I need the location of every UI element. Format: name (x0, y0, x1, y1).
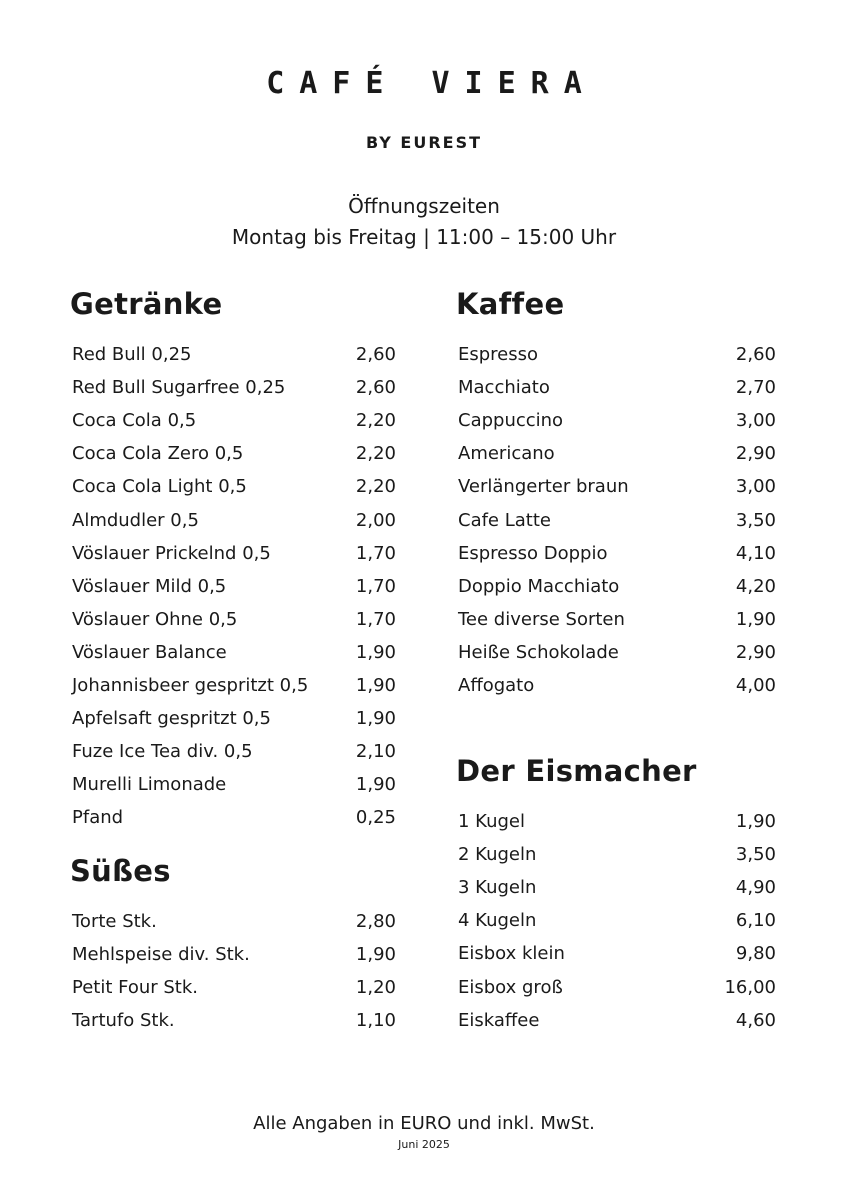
menu-item (456, 503, 776, 536)
cafe-subtitle: BY EUREST (365, 133, 483, 152)
menu-item-price: 2,20 (355, 443, 396, 465)
menu-item-price: 9,80 (735, 943, 776, 965)
menu-item (456, 338, 776, 371)
menu-item-price: 1,70 (355, 542, 396, 564)
menu-list (70, 905, 396, 1037)
menu-item-price: 3,00 (735, 476, 776, 498)
menu-item-name: Vöslauer Prickelnd 0,5 (72, 542, 271, 564)
menu-item-price: 2,00 (355, 509, 396, 531)
menu-item-name: 2 Kugeln (458, 844, 537, 866)
menu-item-price: 3,50 (735, 844, 776, 866)
menu-item-name: Affogato (458, 674, 535, 696)
menu-item-price: 3,00 (735, 410, 776, 432)
menu-item-name: Coca Cola Zero 0,5 (72, 443, 244, 465)
menu-item-name: Vöslauer Mild 0,5 (72, 575, 227, 597)
menu-item (456, 603, 776, 636)
menu-item-price: 1,70 (355, 575, 396, 597)
menu-item-name: Macchiato (458, 377, 550, 399)
menu-item-name: Torte Stk. (72, 911, 157, 933)
menu-item (70, 801, 396, 834)
menu-item (456, 937, 776, 970)
menu-item (456, 805, 776, 838)
menu-item (456, 669, 776, 702)
menu-item-name: Mehlspeise div. Stk. (72, 944, 250, 966)
section-title: Der Eismacher (456, 754, 697, 788)
menu-item-name: Eiskaffee (458, 1009, 540, 1031)
menu-item-name: Murelli Limonade (72, 774, 227, 796)
section-title: Getränke (70, 287, 223, 321)
menu-item (456, 904, 776, 937)
menu-item (70, 371, 396, 404)
menu-item (456, 1004, 776, 1037)
menu-item-name: Coca Cola 0,5 (72, 410, 197, 432)
menu-item (70, 404, 396, 437)
menu-item (70, 669, 396, 702)
menu-item-name: Fuze Ice Tea div. 0,5 (72, 741, 253, 763)
menu-item-name: 1 Kugel (458, 811, 525, 833)
menu-item-price: 1,90 (355, 708, 396, 730)
menu-item-price: 1,90 (355, 674, 396, 696)
menu-item-price: 3,50 (735, 509, 776, 531)
section-getraenke (70, 282, 396, 834)
menu-item-price: 1,90 (355, 944, 396, 966)
section-eismacher (456, 749, 776, 1037)
menu-item (456, 537, 776, 570)
opening-hours-label: Öffnungszeiten (348, 194, 500, 218)
menu-item (456, 871, 776, 904)
menu-item-price: 1,90 (355, 641, 396, 663)
menu-item (70, 570, 396, 603)
section-suesses (70, 849, 396, 1037)
menu-item-price: 1,70 (355, 608, 396, 630)
menu-date: Juni 2025 (398, 1138, 450, 1151)
menu-item-name: Petit Four Stk. (72, 977, 199, 999)
menu-item-price: 2,70 (735, 377, 776, 399)
menu-item-price: 1,90 (735, 811, 776, 833)
menu-item (456, 470, 776, 503)
menu-item-price: 4,00 (735, 674, 776, 696)
menu-item (456, 636, 776, 669)
menu-item-price: 1,10 (355, 1010, 396, 1032)
menu-item (70, 938, 396, 971)
menu-item-name: Doppio Macchiato (458, 575, 620, 597)
menu-item-name: Cafe Latte (458, 509, 551, 531)
menu-item-name: Verlängerter braun (458, 476, 629, 498)
menu-item-name: Vöslauer Ohne 0,5 (72, 608, 238, 630)
menu-item-name: Red Bull 0,25 (72, 344, 192, 366)
menu-item (70, 437, 396, 470)
menu-item (70, 537, 396, 570)
menu-item-name: Coca Cola Light 0,5 (72, 476, 247, 498)
menu-item-price: 4,90 (735, 877, 776, 899)
menu-item-price: 4,20 (735, 575, 776, 597)
menu-item-name: Johannisbeer gespritzt 0,5 (72, 674, 309, 696)
menu-item-name: Espresso (458, 344, 539, 366)
menu-item-price: 1,90 (355, 774, 396, 796)
menu-item-name: Tee diverse Sorten (458, 608, 625, 630)
menu-item-name: Eisbox klein (458, 943, 565, 965)
menu-item-price: 2,60 (355, 377, 396, 399)
menu-item (70, 470, 396, 503)
menu-item (456, 838, 776, 871)
menu-item-name: Almdudler 0,5 (72, 509, 199, 531)
menu-item-price: 4,60 (735, 1009, 776, 1031)
menu-item (70, 1004, 396, 1037)
menu-item-name: 3 Kugeln (458, 877, 537, 899)
menu-item-price: 2,10 (355, 741, 396, 763)
menu-item-name: Cappuccino (458, 410, 564, 432)
menu-item-price: 2,60 (355, 344, 396, 366)
menu-item-name: 4 Kugeln (458, 910, 537, 932)
price-note: Alle Angaben in EURO und inkl. MwSt. (253, 1113, 595, 1134)
section-title: Süßes (70, 854, 171, 888)
menu-item-name: Eisbox groß (458, 976, 563, 998)
menu-item-name: Pfand (72, 807, 124, 829)
menu-item-name: Heiße Schokolade (458, 641, 619, 663)
menu-item-name: Espresso Doppio (458, 542, 608, 564)
menu-item-price: 2,90 (735, 443, 776, 465)
menu-item (456, 404, 776, 437)
menu-item (456, 970, 776, 1003)
section-title: Kaffee (456, 287, 565, 321)
menu-list (456, 805, 776, 1037)
menu-item-price: 2,60 (735, 344, 776, 366)
menu-item (70, 735, 396, 768)
menu-item (70, 636, 396, 669)
menu-item (70, 702, 396, 735)
menu-list (456, 338, 776, 702)
menu-item-name: Tartufo Stk. (72, 1010, 175, 1032)
menu-item-price: 16,00 (724, 976, 776, 998)
menu-item-name: Americano (458, 443, 555, 465)
menu-item (456, 437, 776, 470)
menu-item-name: Red Bull Sugarfree 0,25 (72, 377, 286, 399)
menu-item-price: 1,20 (355, 977, 396, 999)
menu-item-price: 2,20 (355, 410, 396, 432)
cafe-title: CAFÉ VIERA (266, 66, 597, 101)
menu-item-price: 2,20 (355, 476, 396, 498)
menu-item (456, 570, 776, 603)
menu-item-price: 6,10 (735, 910, 776, 932)
opening-hours-value: Montag bis Freitag | 11:00 – 15:00 Uhr (231, 225, 617, 249)
menu-list (70, 338, 396, 834)
menu-item-price: 4,10 (735, 542, 776, 564)
menu-item-name: Apfelsaft gespritzt 0,5 (72, 708, 271, 730)
menu-item-name: Vöslauer Balance (72, 641, 227, 663)
menu-item (70, 768, 396, 801)
menu-item (456, 371, 776, 404)
menu-item (70, 603, 396, 636)
section-kaffee (456, 282, 776, 702)
menu-item (70, 971, 396, 1004)
menu-item (70, 905, 396, 938)
menu-item (70, 503, 396, 536)
menu-item-price: 1,90 (735, 608, 776, 630)
menu-item-price: 2,90 (735, 641, 776, 663)
menu-item-price: 2,80 (355, 911, 396, 933)
menu-item (70, 338, 396, 371)
menu-item-price: 0,25 (355, 807, 396, 829)
